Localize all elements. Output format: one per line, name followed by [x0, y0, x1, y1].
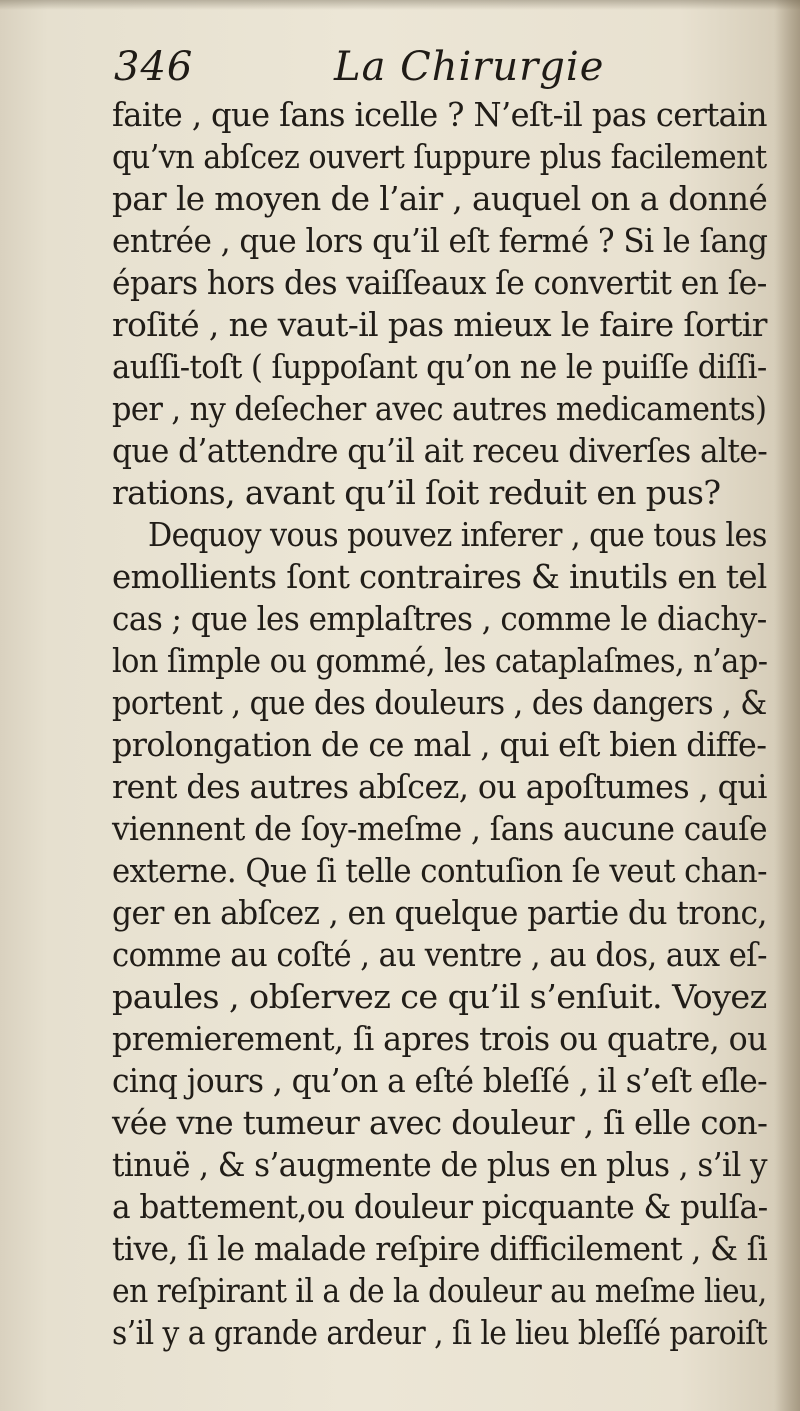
text-line: s’il y a grande ardeur , ſi le lieu bleſſé paroiſt	[112, 1313, 768, 1352]
text-line: par le moyen de l’air , auquel on a donné	[112, 179, 768, 218]
text-line: qu’vn abſcez ouvert ſuppure plus facilement	[112, 137, 767, 176]
page-header	[114, 40, 714, 98]
page-number: 346	[114, 44, 194, 90]
text-line: paules , obſervez ce qu’il s’enſuit. Voyez	[112, 977, 767, 1016]
text-line: a battement,ou douleur picquante & pulſa-	[112, 1187, 768, 1226]
text-line: cas ; que les emplaſtres , comme le diachy-	[112, 599, 767, 638]
text-line: cinq jours , qu’on a eſté bleſſé , il s’eſt eſle-	[112, 1061, 768, 1100]
text-line: en reſpirant il a de la douleur au meſme lieu,	[112, 1271, 767, 1310]
text-line: épars hors des vaiſſeaux ſe convertit en ſe-	[112, 263, 767, 302]
page-gutter-shadow	[774, 0, 800, 1411]
running-title: La Chirurgie	[334, 44, 605, 90]
text-line: rent des autres abſcez, ou apoſtumes , qui	[112, 767, 767, 806]
text-line: ger en abſcez , en quelque partie du tronc,	[112, 893, 767, 932]
page-top-shadow	[0, 0, 800, 10]
text-line: que d’attendre qu’il ait receu diverſes alte-	[112, 431, 768, 470]
text-line: comme au coſté , au ventre , au dos, aux eſ-	[112, 935, 767, 974]
text-line: externe. Que ſi telle contuſion ſe veut chan-	[112, 851, 767, 890]
text-line: emollients ſont contraires & inutils en tel	[112, 557, 767, 596]
text-line: viennent de ſoy-meſme , ſans aucune cauſe	[112, 809, 768, 848]
text-line: tinuë , & s’augmente de plus en plus , s’il y	[112, 1145, 767, 1184]
text-line: auſſi-toſt ( ſuppoſant qu’on ne le puiſſe diſſi-	[112, 347, 767, 386]
text-line: vée vne tumeur avec douleur , ſi elle con-	[112, 1103, 768, 1142]
text-line: tive, ſi le malade reſpire difficilement , & ſi	[112, 1229, 768, 1268]
text-line: portent , que des douleurs , des dangers , &	[112, 683, 767, 722]
text-line: lon ſimple ou gommé, les cataplaſmes, n’ap-	[112, 641, 768, 680]
text-line: faite , que ſans icelle ? N’eſt-il pas certain	[112, 95, 767, 134]
text-line: roſité , ne vaut-il pas mieux le faire ſortir	[112, 305, 767, 344]
text-line: entrée , que lors qu’il eſt fermé ? Si le ſang	[112, 221, 768, 260]
text-line: per , ny deſecher avec autres medicaments)	[112, 389, 767, 428]
text-line: rations, avant qu’il ſoit reduit en pus?	[112, 473, 721, 512]
text-line: prolongation de ce mal , qui eſt bien diffe-	[112, 725, 767, 764]
text-line: premierement, ſi apres trois ou quatre, ou	[112, 1019, 767, 1058]
paragraph-first-line: Dequoy vous pouvez inferer , que tous les	[148, 515, 767, 554]
